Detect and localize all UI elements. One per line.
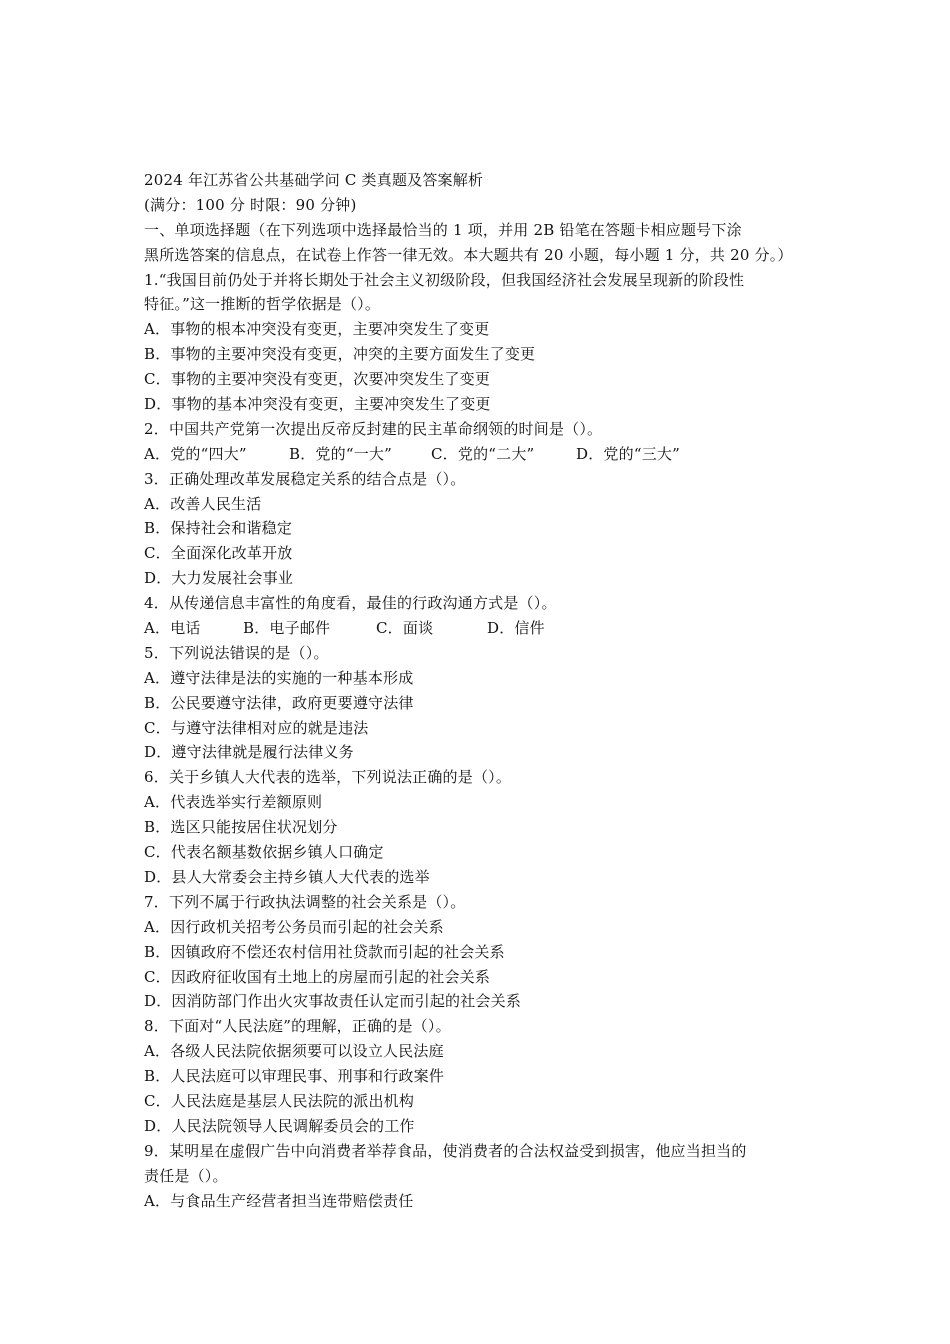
option-4c: C．面谈 <box>376 619 434 638</box>
option-5d: D．遵守法律就是履行法律义务 <box>144 743 354 762</box>
option-7d: D．因消防部门作出火灾事故责任认定而引起的社会关系 <box>144 992 522 1011</box>
question-9-cont: 责任是（）。 <box>144 1166 228 1185</box>
options-2 <box>144 442 824 467</box>
option-6d: D．县人大常委会主持乡镇人大代表的选举 <box>144 867 430 886</box>
option-3b: B．保持社会和谐稳定 <box>144 519 293 538</box>
option-7a: A．因行政机关招考公务员而引起的社会关系 <box>144 917 444 936</box>
option-4a: A．电话 <box>144 619 201 638</box>
option-4d: D．信件 <box>487 619 545 638</box>
question-4: 4．从传递信息丰富性的角度看，最佳的行政沟通方式是（）。 <box>144 594 557 613</box>
question-1-cont: 特征。”这一推断的哲学依据是（）。 <box>144 295 381 314</box>
question-7: 7．下列不属于行政执法调整的社会关系是（）。 <box>144 892 466 911</box>
option-7b: B．因镇政府不偿还农村信用社贷款而引起的社会关系 <box>144 942 505 961</box>
section-heading-cont: 黑所选答案的信息点，在试卷上作答一律无效。本大题共有 20 小题，每小题 1 分，共 20 分。） <box>144 245 793 264</box>
option-2a: A．党的“四大” <box>144 444 247 463</box>
doc-title: 2024 年江苏省公共基础学问 C 类真题及答案解析 <box>144 171 484 189</box>
option-3c: C．全面深化改革开放 <box>144 544 293 563</box>
option-8d: D．人民法院领导人民调解委员会的工作 <box>144 1116 415 1135</box>
option-1b: B．事物的主要冲突没有变更，冲突的主要方面发生了变更 <box>144 345 536 364</box>
option-6c: C．代表名额基数依据乡镇人口确定 <box>144 843 384 862</box>
question-5: 5．下列说法错误的是（）。 <box>144 643 329 662</box>
question-1: 1.“我国目前仍处于并将长期处于社会主义初级阶段，但我国经济社会发展呈现新的阶段性 <box>144 270 745 289</box>
document-page <box>144 168 824 1213</box>
option-1d: D．事物的基本冲突没有变更，主要冲突发生了变更 <box>144 395 491 414</box>
option-5c: C．与遵守法律相对应的就是违法 <box>144 718 369 737</box>
option-1a: A．事物的根本冲突没有变更，主要冲突发生了变更 <box>144 320 490 339</box>
option-5a: A．遵守法律是法的实施的一种基本形成 <box>144 668 414 687</box>
option-4b: B．电子邮件 <box>243 619 331 638</box>
question-8: 8．下面对“人民法庭”的理解，正确的是（）。 <box>144 1017 451 1036</box>
option-3d: D．大力发展社会事业 <box>144 569 294 588</box>
option-3a: A．改善人民生活 <box>144 494 262 513</box>
doc-meta: (满分：100 分 时限：90 分钟) <box>144 195 357 214</box>
question-2: 2．中国共产党第一次提出反帝反封建的民主革命纲领的时间是（）。 <box>144 419 603 438</box>
option-6a: A．代表选举实行差额原则 <box>144 793 323 812</box>
question-3: 3．正确处理改革发展稳定关系的结合点是（）。 <box>144 469 466 488</box>
question-6: 6．关于乡镇人大代表的选举，下列说法正确的是（）。 <box>144 768 512 787</box>
section-heading: 一、单项选择题（在下列选项中选择最恰当的 1 项，并用 2B 铅笔在答题卡相应题号下涂 <box>144 220 742 239</box>
option-8c: C．人民法庭是基层人民法院的派出机构 <box>144 1091 415 1110</box>
option-5b: B．公民要遵守法律，政府更要遵守法律 <box>144 693 414 712</box>
option-9a: A．与食品生产经营者担当连带赔偿责任 <box>144 1191 414 1210</box>
option-2b: B．党的“一大” <box>289 444 392 463</box>
option-1c: C．事物的主要冲突没有变更，次要冲突发生了变更 <box>144 370 491 389</box>
option-2c: C．党的“二大” <box>431 444 535 463</box>
question-9: 9．某明星在虚假广告中向消费者举荐食品，使消费者的合法权益受到损害，他应当担当的 <box>144 1141 747 1160</box>
option-7c: C．因政府征收国有土地上的房屋而引起的社会关系 <box>144 967 491 986</box>
option-8a: A．各级人民法院依据须要可以设立人民法庭 <box>144 1042 444 1061</box>
option-8b: B．人民法庭可以审理民事、刑事和行政案件 <box>144 1067 445 1086</box>
option-6b: B．选区只能按居住状况划分 <box>144 818 338 837</box>
option-2d: D．党的“三大” <box>576 444 680 463</box>
options-4 <box>144 616 824 641</box>
